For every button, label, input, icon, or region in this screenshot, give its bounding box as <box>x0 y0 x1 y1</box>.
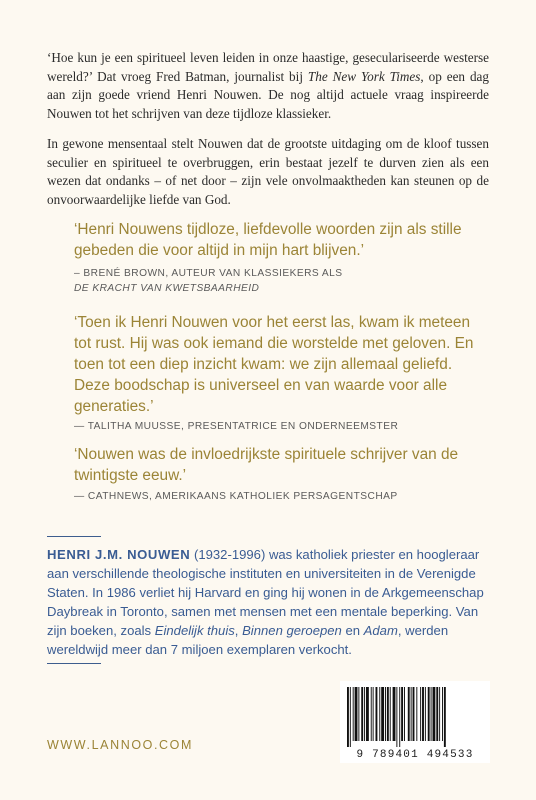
barcode-bar <box>425 687 426 741</box>
divider-bottom <box>47 663 101 664</box>
barcode-bar <box>364 687 365 741</box>
barcode-bar <box>381 687 384 741</box>
barcode-bar <box>355 687 358 741</box>
bio-text: en <box>341 623 364 638</box>
divider-top <box>47 536 101 537</box>
barcode-bar <box>350 687 351 747</box>
publisher-website: WWW.LANNOO.COM <box>47 738 194 752</box>
barcode-bar <box>420 687 421 741</box>
barcode-bar <box>361 687 363 741</box>
quote-2: ‘Toen ik Henri Nouwen voor het eerst las, kwam ik meteen tot rust. Hij was ook iemand die worstelde met geloven. En toen tot een diep inzicht kwam: we zijn allemaal geliefd. Deze boodschap is universeel en van waarde voor alle generaties.’ <box>74 314 474 415</box>
quote-3-attribution: — CATHNEWS, AMERIKAANS KATHOLIEK PERSAGENTSCHAP <box>74 491 398 502</box>
barcode-bar <box>408 687 410 741</box>
bio-text: , <box>234 623 243 638</box>
barcode-bar <box>428 687 430 741</box>
barcode-bar <box>433 687 436 741</box>
author-bio <box>47 545 491 659</box>
barcode-digits: 9 789401 494533 <box>356 749 474 761</box>
barcode-bar <box>379 687 380 741</box>
book-title: Binnen geroepen <box>242 623 342 638</box>
bio-text: (1932-1996) was katholiek priester en hoogleraar aan verschillende theologische instituten en universiteiten in de Verenigde Staten. In 1986 verliet hij Harvard en ging hij wonen in de Arkgemeenschap Daybreak in Toronto, samen met mensen met een mentale beperking. Van zijn boeken, zoals <box>47 547 484 638</box>
barcode-bar <box>393 687 396 741</box>
barcode-bar <box>401 687 403 741</box>
intro-paragraph-2: In gewone mensentaal stelt Nouwen dat de grootste uitdaging om de kloof tussen seculier en spiritueel te overbruggen, erin bestaat jezelf te durven zien als een wezen dat ondanks – of net door – zijn vele onvolmaaktheden kan steunen op de onvoorwaardelijke liefde van God. <box>47 136 489 207</box>
barcode-bar <box>387 687 389 741</box>
book-title: Eindelijk thuis <box>154 623 235 638</box>
barcode-bar <box>416 687 417 741</box>
barcode-bar <box>396 687 397 747</box>
barcode-bar <box>439 687 440 741</box>
barcode-bar <box>404 687 405 741</box>
barcode-bar <box>442 687 443 741</box>
quote-1-attribution <box>74 266 494 296</box>
barcode-bar <box>376 687 378 741</box>
newspaper-title: The New York Times <box>307 68 421 84</box>
intro-paragraph-1 <box>47 49 489 123</box>
barcode-bar <box>347 687 349 747</box>
barcode-bar <box>358 687 359 741</box>
intro-text: , op een dag aan zijn goede vriend Henri Nouwen. De nog altijd actuele vraag inspireerde Nouwen tot het schrijven van deze tijdloze klassieker. <box>47 68 489 121</box>
barcode-bar <box>436 687 438 741</box>
author-name: HENRI J.M. NOUWEN <box>47 547 191 562</box>
barcode-bar <box>444 687 446 747</box>
book-title: DE KRACHT VAN KWETSBAARHEID <box>74 283 260 294</box>
book-title: Adam <box>363 623 398 638</box>
attribution-text: – BRENÉ BROWN, AUTEUR VAN KLASSIEKERS ALS <box>74 268 343 279</box>
barcode-bar <box>399 687 400 747</box>
barcode-bar <box>413 687 415 741</box>
barcode-bar <box>373 687 374 741</box>
barcode-bar <box>411 687 412 741</box>
quote-3: ‘Nouwen was de invloedrijkste spirituele schrijver van de twintigste eeuw.’ <box>74 446 459 484</box>
barcode-bars <box>345 687 485 747</box>
barcode-bar <box>353 687 354 741</box>
barcode-bar <box>390 687 391 741</box>
bio-text: , werden wereldwijd meer dan 7 miljoen exemplaren verkocht. <box>47 623 449 657</box>
barcode-bar <box>385 687 386 741</box>
barcode-bar <box>422 687 424 741</box>
barcode-bar <box>431 687 432 741</box>
quote-2-attribution: — TALITHA MUUSSE, PRESENTATRICE EN ONDERNEEMSTER <box>74 421 399 432</box>
barcode-bar <box>366 687 369 741</box>
barcode-bar <box>371 687 372 741</box>
intro-text: ‘Hoe kun je een spiritueel leven leiden in onze haastige, geseculariseerde westerse wereld?’ Dat vroeg Fred Batman, journalist bij <box>47 50 489 84</box>
quote-1: ‘Henri Nouwens tijdloze, liefdevolle woorden zijn als stille gebeden die voor altijd in mijn hart blijven.’ <box>74 221 462 259</box>
barcode <box>340 681 490 763</box>
